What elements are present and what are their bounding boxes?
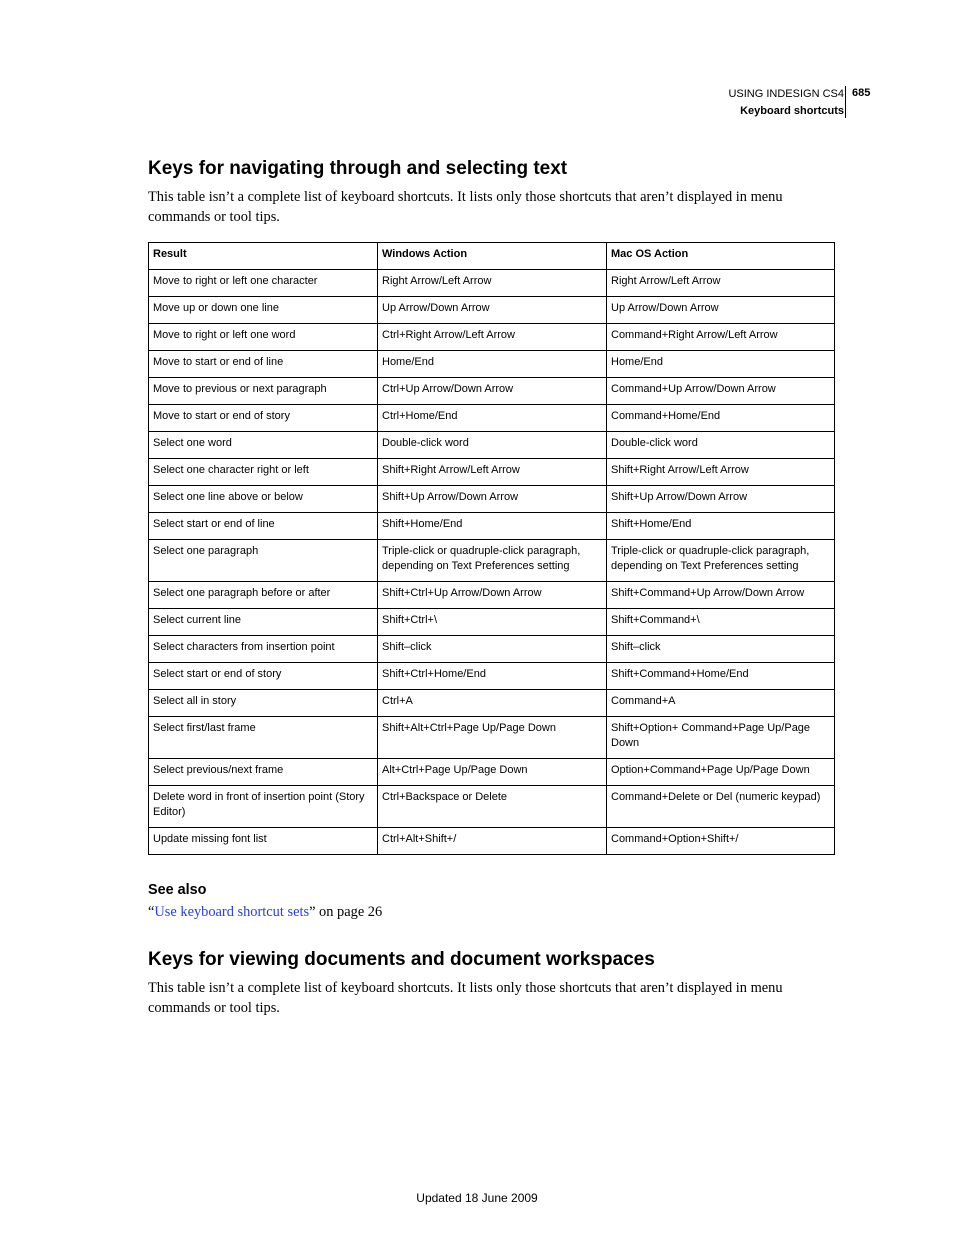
- mac-action-cell: Command+Delete or Del (numeric keypad): [607, 786, 835, 828]
- section-viewing-documents: [148, 948, 834, 1018]
- windows-action-cell: Home/End: [378, 351, 607, 378]
- mac-action-cell: Shift–click: [607, 636, 835, 663]
- result-cell: Delete word in front of insertion point (Story Editor): [149, 786, 378, 828]
- mac-action-cell: Shift+Option+ Command+Page Up/Page Down: [607, 717, 835, 759]
- windows-action-cell: Ctrl+Up Arrow/Down Arrow: [378, 378, 607, 405]
- mac-action-cell: Command+Up Arrow/Down Arrow: [607, 378, 835, 405]
- table-row: [149, 690, 835, 717]
- see-also: [148, 880, 382, 922]
- table-row: [149, 540, 835, 582]
- header-divider: [845, 86, 846, 118]
- table-row: [149, 432, 835, 459]
- section-title: Keys for navigating through and selecting text: [148, 158, 568, 179]
- result-cell: Select start or end of line: [149, 513, 378, 540]
- mac-action-cell: Shift+Command+Up Arrow/Down Arrow: [607, 582, 835, 609]
- mac-action-cell: Option+Command+Page Up/Page Down: [607, 759, 835, 786]
- chapter-title: Keyboard shortcuts: [740, 105, 844, 117]
- windows-action-cell: Shift+Right Arrow/Left Arrow: [378, 459, 607, 486]
- mac-action-cell: Home/End: [607, 351, 835, 378]
- running-header: [728, 86, 844, 120]
- windows-action-cell: Ctrl+Backspace or Delete: [378, 786, 607, 828]
- table-row: [149, 297, 835, 324]
- table-row: [149, 828, 835, 855]
- windows-action-cell: Shift+Up Arrow/Down Arrow: [378, 486, 607, 513]
- section-navigating-text: [148, 157, 834, 227]
- column-header-result: Result: [149, 243, 378, 270]
- section-intro: This table isn’t a complete list of keyboard shortcuts. It lists only those shortcuts that aren’t displayed in menu commands or tool tips.: [148, 980, 783, 1016]
- result-cell: Select current line: [149, 609, 378, 636]
- result-cell: Move to start or end of story: [149, 405, 378, 432]
- shortcuts-table: [148, 242, 835, 855]
- page-reference: ” on page 26: [309, 904, 383, 920]
- result-cell: Select all in story: [149, 690, 378, 717]
- mac-action-cell: Command+Right Arrow/Left Arrow: [607, 324, 835, 351]
- windows-action-cell: Shift+Ctrl+\: [378, 609, 607, 636]
- result-cell: Select one character right or left: [149, 459, 378, 486]
- mac-action-cell: Up Arrow/Down Arrow: [607, 297, 835, 324]
- table-row: [149, 513, 835, 540]
- table-row: [149, 717, 835, 759]
- mac-action-cell: Shift+Up Arrow/Down Arrow: [607, 486, 835, 513]
- result-cell: Move to right or left one character: [149, 270, 378, 297]
- windows-action-cell: Ctrl+Alt+Shift+/: [378, 828, 607, 855]
- windows-action-cell: Triple-click or quadruple-click paragraph, depending on Text Preferences setting: [378, 540, 607, 582]
- windows-action-cell: Shift+Home/End: [378, 513, 607, 540]
- windows-action-cell: Shift–click: [378, 636, 607, 663]
- result-cell: Select characters from insertion point: [149, 636, 378, 663]
- table-row: [149, 459, 835, 486]
- result-cell: Select one paragraph before or after: [149, 582, 378, 609]
- mac-action-cell: Shift+Command+Home/End: [607, 663, 835, 690]
- result-cell: Select first/last frame: [149, 717, 378, 759]
- footer-updated: Updated 18 June 2009: [416, 1191, 538, 1205]
- windows-action-cell: Ctrl+Home/End: [378, 405, 607, 432]
- see-also-heading: See also: [148, 882, 207, 898]
- mac-action-cell: Right Arrow/Left Arrow: [607, 270, 835, 297]
- result-cell: Move to right or left one word: [149, 324, 378, 351]
- mac-action-cell: Shift+Home/End: [607, 513, 835, 540]
- table-header-row: [149, 243, 835, 270]
- result-cell: Select start or end of story: [149, 663, 378, 690]
- column-header-mac: Mac OS Action: [607, 243, 835, 270]
- table-row: [149, 351, 835, 378]
- result-cell: Update missing font list: [149, 828, 378, 855]
- windows-action-cell: Shift+Ctrl+Up Arrow/Down Arrow: [378, 582, 607, 609]
- windows-action-cell: Alt+Ctrl+Page Up/Page Down: [378, 759, 607, 786]
- mac-action-cell: Shift+Right Arrow/Left Arrow: [607, 459, 835, 486]
- table-row: [149, 270, 835, 297]
- result-cell: Select one paragraph: [149, 540, 378, 582]
- page-number: 685: [852, 87, 871, 99]
- mac-action-cell: Double-click word: [607, 432, 835, 459]
- mac-action-cell: Command+A: [607, 690, 835, 717]
- windows-action-cell: Up Arrow/Down Arrow: [378, 297, 607, 324]
- result-cell: Select one word: [149, 432, 378, 459]
- open-quote: “: [148, 904, 155, 920]
- mac-action-cell: Triple-click or quadruple-click paragraph, depending on Text Preferences setting: [607, 540, 835, 582]
- windows-action-cell: Ctrl+A: [378, 690, 607, 717]
- result-cell: Move to previous or next paragraph: [149, 378, 378, 405]
- mac-action-cell: Shift+Command+\: [607, 609, 835, 636]
- table-row: [149, 405, 835, 432]
- book-title: USING INDESIGN CS4: [728, 88, 844, 100]
- windows-action-cell: Ctrl+Right Arrow/Left Arrow: [378, 324, 607, 351]
- section-title: Keys for viewing documents and document workspaces: [148, 949, 655, 970]
- result-cell: Select one line above or below: [149, 486, 378, 513]
- result-cell: Select previous/next frame: [149, 759, 378, 786]
- table-row: [149, 786, 835, 828]
- table-row: [149, 663, 835, 690]
- table-row: [149, 378, 835, 405]
- windows-action-cell: Shift+Ctrl+Home/End: [378, 663, 607, 690]
- result-cell: Move to start or end of line: [149, 351, 378, 378]
- windows-action-cell: Shift+Alt+Ctrl+Page Up/Page Down: [378, 717, 607, 759]
- keyboard-shortcut-sets-link[interactable]: Use keyboard shortcut sets: [154, 904, 310, 920]
- windows-action-cell: Right Arrow/Left Arrow: [378, 270, 607, 297]
- result-cell: Move up or down one line: [149, 297, 378, 324]
- windows-action-cell: Double-click word: [378, 432, 607, 459]
- see-also-reference: [148, 902, 382, 922]
- mac-action-cell: Command+Option+Shift+/: [607, 828, 835, 855]
- table-row: [149, 486, 835, 513]
- table-row: [149, 759, 835, 786]
- table-row: [149, 582, 835, 609]
- section-intro: This table isn’t a complete list of keyboard shortcuts. It lists only those shortcuts that aren’t displayed in menu commands or tool tips.: [148, 189, 783, 225]
- table-row: [149, 609, 835, 636]
- table-row: [149, 324, 835, 351]
- column-header-windows: Windows Action: [378, 243, 607, 270]
- mac-action-cell: Command+Home/End: [607, 405, 835, 432]
- table-row: [149, 636, 835, 663]
